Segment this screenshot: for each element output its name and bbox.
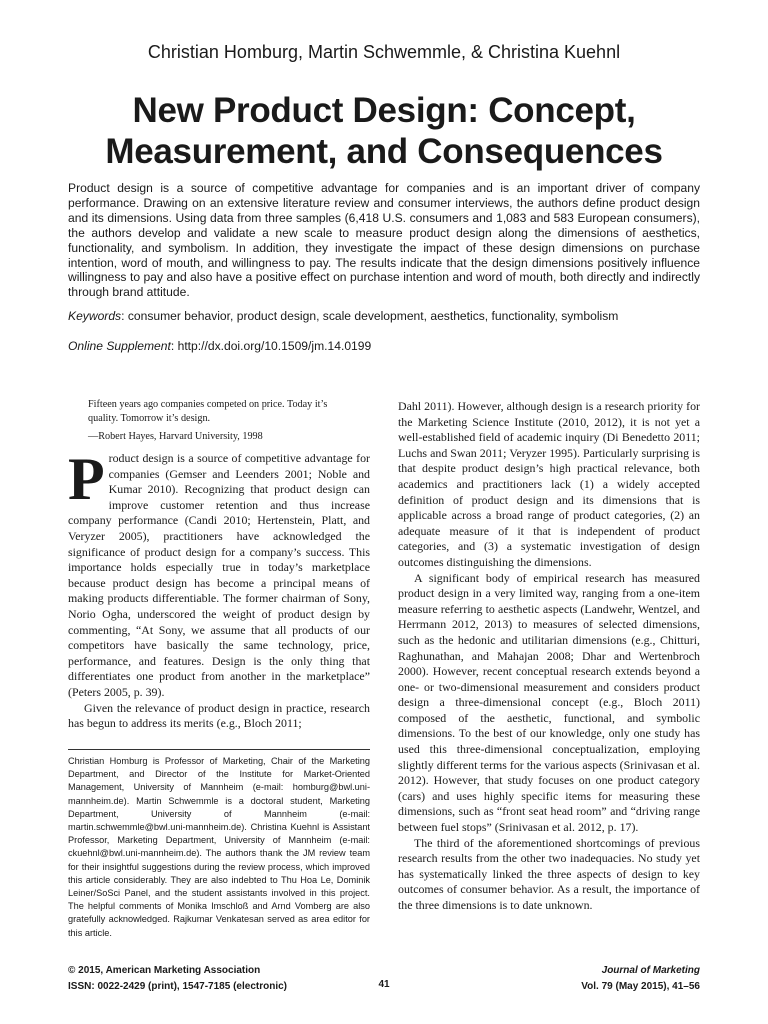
keywords-line [68, 309, 700, 323]
online-supplement-label: Online Supplement [68, 339, 171, 353]
paragraph-text: roduct design is a source of competitive advantage for companies (Gemser and Leenders 2001; Noble and Kumar 2010). Recognizing that product design can improve customer retention and thus increase company performance (Candi 2010; Hertenstein, Platt, and Veryzer 2005), practitioners have acknowledged the significance of product design for a company’s success. This importance holds especially true in today’s marketplace because product design has become a principal means of making products differentiable. The former chairman of Sony, Norio Ogha, underscored the weight of product design by commenting, “At Sony, we assume that all products of our competitors have basically the same technology, price, performance, and features. Design is the only thing that differentiates one product from another in the marketplace” (Peters 2005, p. 39). [68, 451, 370, 699]
page-number: 41 [378, 979, 390, 990]
volume-info: Vol. 79 (May 2015), 41–56 [581, 981, 700, 992]
issn-notice: ISSN: 0022-2429 (print), 1547-7185 (electronic) [68, 981, 287, 992]
body-paragraph: The third of the aforementioned shortcomings of previous research results from the other two inadequacies. No study yet has systematically linked the three aspects of design to key outcomes of consumer behavior. As a result, the importance of the three dimensions is to date unknown. [398, 835, 700, 912]
body-paragraph: Given the relevance of product design in practice, research has begun to address its merits (e.g., Bloch 2011; [68, 700, 370, 731]
keywords-text: : consumer behavior, product design, scale development, aesthetics, functionality, symbolism [121, 309, 619, 323]
author-footnote: Christian Homburg is Professor of Marketing, Chair of the Marketing Department, and Director of the Institute for Market-Oriented Management, University of Mannheim (e-mail: homburg@bwl.uni-mannheim.de). Martin Schwemmle is a doctoral student, Marketing Department, University of Mannheim (e-mail: martin.schwemmle@bwl.uni-mannheim.de). Christina Kuehnl is Assistant Professor, Marketing Department, University of Mannheim (e-mail: ckuehnl@bwl.uni-mannheim.de). The authors thank the JM review team for their insightful suggestions during the review process, which improved this article considerably. They are also indebted to Thu Hoa Le, Dominik Leiner/SoSci Panel, and the student assistants involved in this project. The helpful comments of Monika Imschloß and Arnd Vomberg are also gratefully acknowledged. Rajkumar Venkatesan served as area editor for this article. [68, 756, 370, 938]
article-title [40, 90, 728, 172]
footnote-divider [68, 749, 370, 750]
body-paragraph: A significant body of empirical research has measured product design in a very limited way, ranging from a one-item measure referring to aesthetic aspects (Landwehr, Wentzel, and Herrmann 2012, 2013) to measures of selected dimensions, such as the hedonic and utilitarian dimensions (e.g., Chitturi, Raghunathan, and Mahajan 2008; Dhar and Wertenbroch 2000). However, recent conceptual research extends beyond a one- or two-dimensional measurement and considers product design a three-dimensional concept (e.g., Bloch 2011) composed of the aesthetic, functional, and symbolic dimensions. To the best of our knowledge, only one study has used this three-dimensional conceptualization, employing slightly different terms for the various aspects (Srinivasan et al. 2012). However, that study focuses on one product category (cars) and uses highly specific items for measuring these dimensions, such as “front seat head room” and “driving range between fuel stops” (Srinivasan et al. 2012, p. 17). [398, 570, 700, 835]
online-supplement-line [68, 339, 700, 353]
body-column-left [68, 446, 370, 732]
title-line-1: New Product Design: Concept, [132, 91, 636, 130]
online-supplement-link[interactable]: : http://dx.doi.org/10.1509/jm.14.0199 [170, 339, 372, 353]
copyright-notice: © 2015, American Marketing Association [68, 965, 261, 976]
epigraph-quote: Fifteen years ago companies competed on price. Today it’s quality. Tomorrow it’s design. [88, 399, 328, 424]
keywords-label: Keywords [68, 309, 122, 323]
journal-name: Journal of Marketing [601, 965, 700, 976]
title-line-2: Measurement, and Consequences [105, 132, 663, 171]
abstract: Product design is a source of competitive advantage for companies and is an important driver of company performance. Drawing on an extensive literature review and consumer interviews, the authors define product design and its dimensions. Using data from three samples (6,418 U.S. consumers and 1,083 and 583 European consumers), the authors develop and validate a new scale to measure product design along the dimensions of aesthetics, functionality, and symbolism. In addition, they investigate the impact of these design dimensions on purchase intention, word of mouth, and willingness to pay. The results indicate that the design dimensions positively influence willingness to pay and also have a positive effect on purchase intention and word of mouth, both directly and indirectly through brand attitude. [68, 181, 700, 300]
body-paragraph [68, 446, 370, 701]
body-paragraph: Dahl 2011). However, although design is a research priority for the Marketing Science Institute (2010, 2012), it is not yet a well-established field of academic inquiry (Di Benedetto 2011; Luchs and Swan 2011; Veryzer 1995). Particularly surprising is that despite product design’s high practical relevance, both academics and practitioners lack (1) a widely accepted definition of product design and its dimensions that is applicable across a broad range of product categories, (2) an adequate measure of it that is independent of product categories, and (3) a systematic investigation of design outcomes distinguishing the dimensions. [398, 399, 700, 569]
body-column-right [398, 399, 700, 914]
drop-cap: P [68, 446, 105, 512]
epigraph-attribution: —Robert Hayes, Harvard University, 1998 [88, 431, 263, 442]
footer-right [581, 963, 700, 995]
author-list: Christian Homburg, Martin Schwemmle, & Christina Kuehnl [147, 42, 621, 62]
